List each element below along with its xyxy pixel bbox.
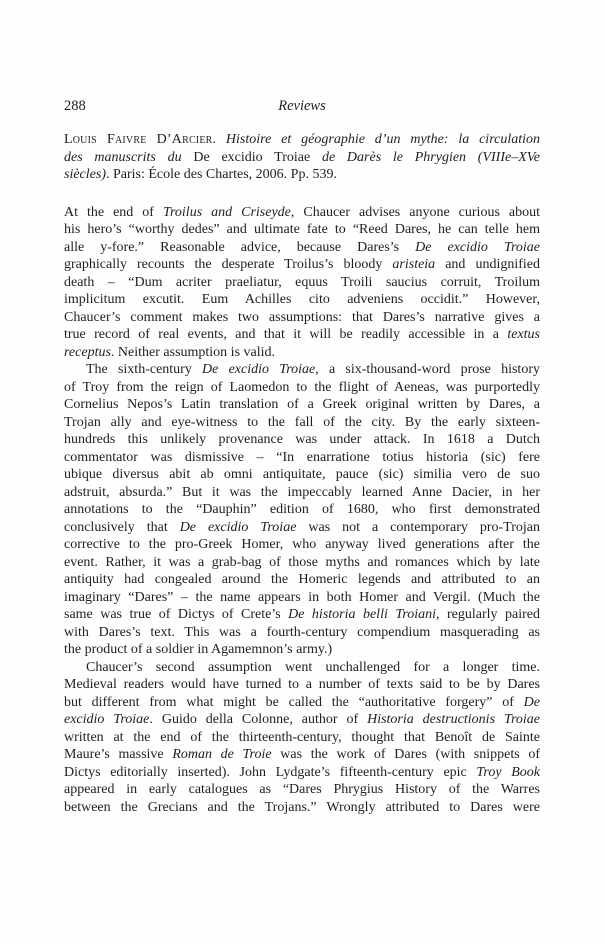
text-line: same was true of Dictys of Crete’s De historia belli Troiani, regularly paired [64, 607, 540, 622]
text-line: event. Rather, it was a grab-bag of those myths and romances which by late [64, 554, 540, 570]
text-line: Cornelius Nepos’s Latin translation of a Greek original written by Dares, a [64, 397, 540, 412]
page-number: 288 [64, 98, 86, 114]
text-line: death – “Dum acriter praeliatur, equus Troili saucius corruit, Troilum [64, 274, 540, 290]
text-line: receptus. Neither assumption is valid. [64, 344, 276, 360]
text-line: adstruit, absurda.” But it was the impeccably learned Anne Dacier, in her [64, 484, 540, 500]
text-line: The sixth-century De excidio Troiae, a six-thousand-word prose history [86, 362, 540, 377]
text-line: alle y-fore.” Reasonable advice, because Dares’s De excidio Troiae [64, 239, 540, 255]
text-line: siècles). Paris: École des Chartes, 2006. Pp. 539. [64, 167, 337, 182]
text-line: ubique diversus abit ab omni antiquitate, pauce (sic) similia vero de suo [64, 467, 540, 482]
text-line: commentator was dismissive – “In enarratione totius historia (sic) fere [64, 449, 540, 465]
running-title: Reviews [278, 98, 326, 114]
text-line: excidio Troiae. Guido della Colonne, author of Historia destructionis Troiae [64, 712, 540, 727]
review-citation [64, 131, 540, 184]
text-line: the product of a soldier in Agamemnon’s army.) [64, 642, 333, 657]
text-line: Medieval readers would have turned to a number of texts said to be by Dares [64, 677, 540, 692]
text-line: Louis Faivre D’Arcier. Histoire et géographie d’un mythe: la circulation [64, 132, 541, 147]
text-line: of Troy from the reign of Laomedon to the flight of Aeneas, was purportedly [64, 379, 540, 395]
text-line: true record of real events, and that it will be readily accessible in a textus [64, 327, 540, 342]
text-line: hundreds this unlikely provenance was under attack. In 1618 a Dutch [64, 432, 540, 447]
text-line: annotations to the “Dauphin” edition of 1680, who first demonstrated [64, 502, 540, 517]
body-paragraph-3 [64, 659, 540, 817]
text-line: Chaucer’s comment makes two assumptions: that Dares’s narrative gives a [64, 309, 540, 325]
text-line: implicitum excutit. Eum Achilles cito adveniens occidit.” However, [64, 292, 540, 307]
text-line: conclusively that De excidio Troiae was not a contemporary pro-Trojan [64, 519, 540, 535]
text-line: with Dares’s text. This was a fourth-century compendium masquerading as [64, 624, 540, 640]
text-line: appeared in early catalogues as “Dares Phrygius History of the Warres [64, 782, 540, 797]
review-body [64, 204, 540, 817]
text-line: Trojan ally and eye-witness to the fall of the city. By the early sixteen- [64, 414, 540, 430]
text-line: written at the end of the thirteenth-century, thought that Benoît de Sainte [64, 729, 540, 745]
text-line: between the Grecians and the Trojans.” Wrongly attributed to Dares were [64, 799, 540, 815]
text-line: Maure’s massive Roman de Troie was the work of Dares (with snippets of [64, 747, 541, 762]
text-line: des manuscrits du De excidio Troiae de Darès le Phrygien (VIIIe–XVe [64, 149, 540, 165]
text-line: antiquity had congealed around the Homeric legends and attributed to an [64, 572, 540, 587]
text-block [64, 97, 540, 816]
text-line: corrective to the pro-Greek Homer, who anyway lived generations after the [64, 537, 540, 552]
body-paragraph-2 [64, 361, 540, 659]
text-line: Dictys editorially inserted). John Lydgate’s fifteenth-century epic Troy Book [64, 764, 540, 780]
text-line: At the end of Troilus and Criseyde, Chaucer advises anyone curious about [64, 204, 540, 220]
text-line: Chaucer’s second assumption went unchallenged for a longer time. [86, 659, 540, 675]
text-line: imaginary “Dares” – the name appears in both Homer and Vergil. (Much the [64, 589, 540, 605]
text-line: graphically recounts the desperate Troilus’s bloody aristeia and undignified [64, 257, 540, 272]
page-header [64, 97, 540, 115]
body-paragraph-1 [64, 204, 540, 362]
text-line: but different from what might be called the “authoritative forgery” of De [64, 694, 540, 710]
text-line: his hero’s “worthy dedes” and ultimate fate to “Reed Dares, he can telle hem [64, 222, 540, 237]
